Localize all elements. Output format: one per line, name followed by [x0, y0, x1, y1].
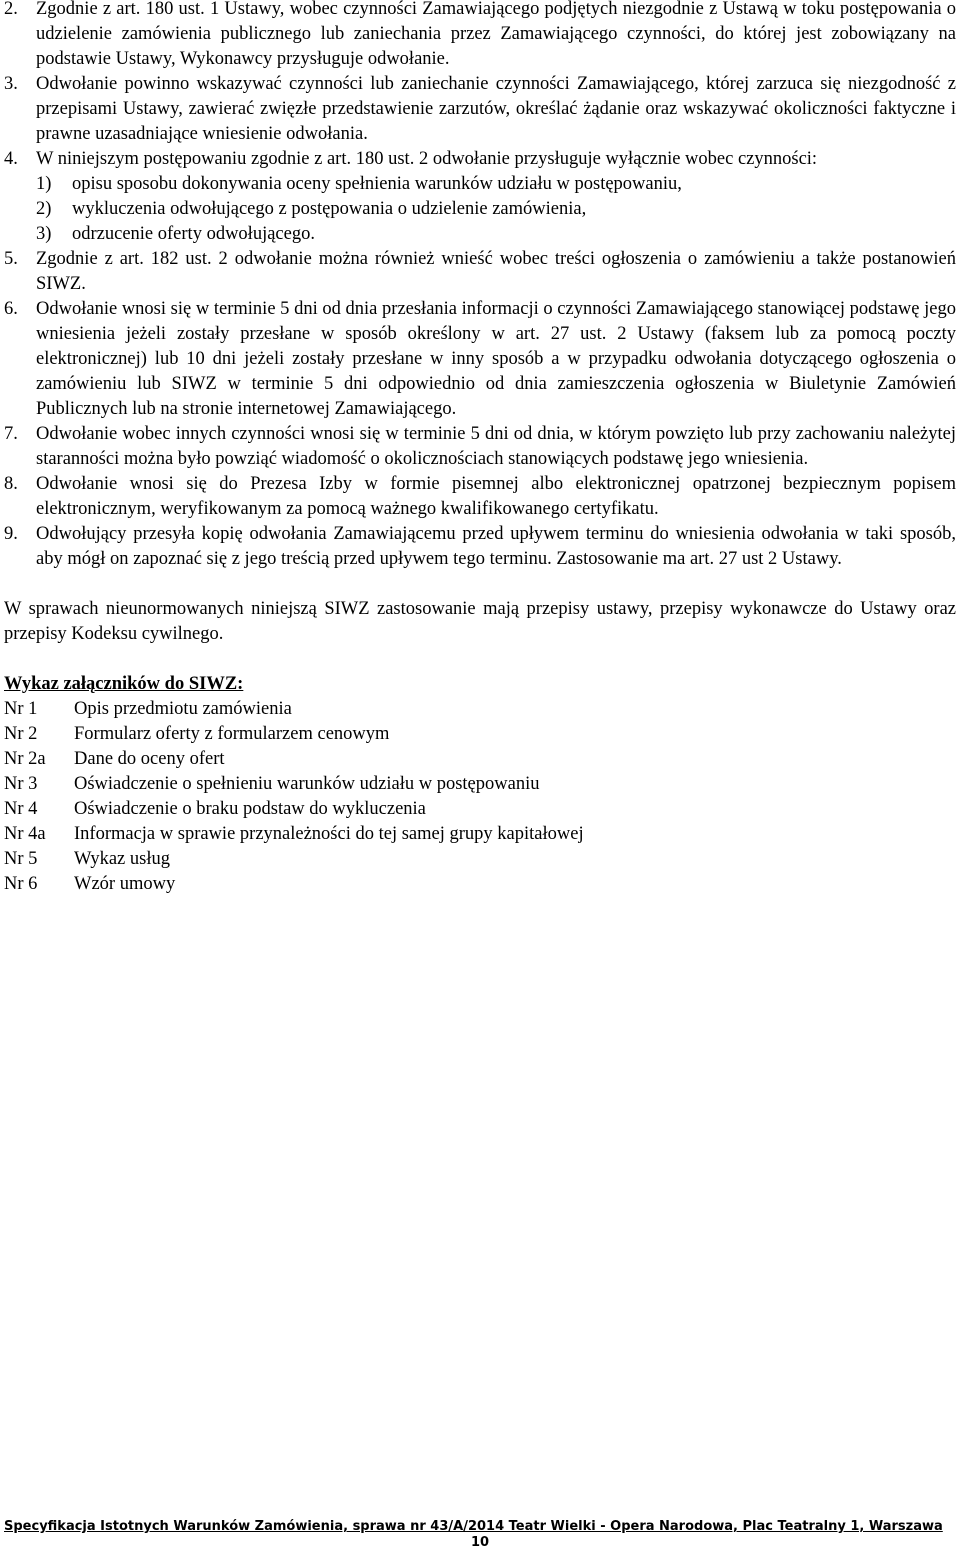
attachment-title: Dane do oceny ofert [74, 749, 225, 769]
attachment-title: Formularz oferty z formularzem cenowym [74, 724, 390, 744]
page-number: 10 [470, 1535, 490, 1550]
list-item [4, 247, 956, 297]
attachment-title: Wykaz usług [74, 849, 170, 869]
attachment-number: Nr 4a [4, 824, 46, 844]
footer-title-link[interactable]: Specyfikacja Istotnych Warunków Zamówienia, sprawa nr 43/A/2014 Teatr Wielki - Opera Narodowa, Plac Teatralny 1, Warszawa [4, 1519, 943, 1534]
attachment-title: Opis przedmiotu zamówienia [74, 699, 292, 719]
list-item-text: Odwołujący przesyła kopię odwołania Zamawiającemu przed upływem terminu do wniesienia odwołania w taki sposób, aby mógł on zapoznać się z jego treścią przed upływem tego terminu. Zastosowanie ma art. 27 ust 2 Ustawy. [36, 524, 956, 569]
sub-item-text: odrzucenie oferty odwołującego. [72, 224, 315, 244]
attachment-number: Nr 6 [4, 874, 38, 894]
attachments-heading: Wykaz załączników do SIWZ: [4, 674, 244, 694]
attachment-row [4, 797, 956, 822]
attachment-row [4, 722, 956, 747]
attachment-number: Nr 4 [4, 799, 38, 819]
list-item-text: Odwołanie powinno wskazywać czynności lub zaniechanie czynności Zamawiającego, której zarzuca się niezgodność z przepisami Ustawy, zawierać zwięzłe przedstawienie zarzutów, określać żądanie oraz wskazywać okoliczności faktyczne i prawne uzasadniające wniesienie odwołania. [36, 74, 956, 144]
attachment-row [4, 847, 956, 872]
list-item-text: W niniejszym postępowaniu zgodnie z art. 180 ust. 2 odwołanie przysługuje wyłącznie wobec czynności: [36, 149, 818, 169]
attachment-number: Nr 2 [4, 724, 38, 744]
sub-item-number: 2) [36, 199, 52, 219]
list-item-text: Zgodnie z art. 180 ust. 1 Ustawy, wobec czynności Zamawiającego podjętych niezgodnie z Ustawą w toku postępowania o udzielenie zamówienia publicznego lub zaniechania przez Zamawiającego czynności, do której jest zobowiązany na podstawie Ustawy, Wykonawcy przysługuje odwołanie. [36, 0, 956, 69]
list-item [4, 522, 956, 572]
attachment-title: Oświadczenie o braku podstaw do wykluczenia [74, 799, 426, 819]
list-item [4, 297, 956, 422]
sub-item-number: 1) [36, 174, 52, 194]
sub-list-item [36, 222, 956, 247]
sub-item-text: opisu sposobu dokonywania oceny spełnienia warunków udziału w postępowaniu, [72, 174, 682, 194]
attachment-number: Nr 2a [4, 749, 46, 769]
attachment-row [4, 772, 956, 797]
list-item-number: 4. [4, 149, 18, 169]
list-item-number: 3. [4, 74, 18, 94]
list-item-text: Odwołanie wnosi się w terminie 5 dni od dnia przesłania informacji o czynności Zamawiającego stanowiącej podstawę jego wniesienia jeżeli zostały przesłane w sposób określony w art. 27 ust. 2 Ustawy (faksem lub za pomocą poczty elektronicznej) lub 10 dni jeżeli zostały przesłane w inny sposób a w przypadku odwołania dotyczącego ogłoszenia o zamówieniu lub SIWZ w terminie 5 dni odpowiednio od dnia zamieszczenia ogłoszenia w Biuletynie Zamówień Publicznych lub na stronie internetowej Zamawiającego. [36, 299, 956, 419]
list-item-number: 7. [4, 424, 18, 444]
attachment-number: Nr 3 [4, 774, 38, 794]
attachment-title: Oświadczenie o spełnieniu warunków udziału w postępowaniu [74, 774, 540, 794]
sub-item-number: 3) [36, 224, 52, 244]
sub-item-text: wykluczenia odwołującego z postępowania o udzielenie zamówienia, [72, 199, 587, 219]
list-item-number: 5. [4, 249, 18, 269]
list-item-text: Odwołanie wnosi się do Prezesa Izby w formie pisemnej albo elektronicznej opatrzonej bezpiecznym popisem elektronicznym, weryfikowanym za pomocą ważnego kwalifikowanego certyfikatu. [36, 474, 956, 519]
attachment-row [4, 822, 956, 847]
list-item-number: 8. [4, 474, 18, 494]
list-item-number: 6. [4, 299, 18, 319]
attachment-title: Informacja w sprawie przynależności do tej samej grupy kapitałowej [74, 824, 584, 844]
sub-list-item [36, 172, 956, 197]
list-item [4, 0, 956, 72]
attachment-row [4, 872, 956, 897]
list-item [4, 72, 956, 147]
closing-paragraph: W sprawach nieunormowanych niniejszą SIWZ zastosowanie mają przepisy ustawy, przepisy wykonawcze do Ustawy oraz przepisy Kodeksu cywilnego. [4, 599, 956, 644]
attachment-number: Nr 5 [4, 849, 38, 869]
attachment-row [4, 747, 956, 772]
sub-list-item [36, 197, 956, 222]
list-item-body [36, 147, 956, 247]
list-item [4, 422, 956, 472]
page-content [4, 0, 956, 897]
list-item-number: 2. [4, 0, 18, 19]
list-item [4, 472, 956, 522]
attachments-list [4, 697, 956, 897]
list-item [4, 147, 956, 247]
attachment-title: Wzór umowy [74, 874, 176, 894]
list-item-number: 9. [4, 524, 18, 544]
attachment-number: Nr 1 [4, 699, 38, 719]
list-item-text: Odwołanie wobec innych czynności wnosi się w terminie 5 dni od dnia, w którym powzięto lub przy zachowaniu należytej staranności można było powziąć wiadomość o okolicznościach stanowiących podstawę jego wniesienia. [36, 424, 956, 469]
list-item-text: Zgodnie z art. 182 ust. 2 odwołanie można również wnieść wobec treści ogłoszenia o zamówieniu a także postanowień SIWZ. [36, 249, 956, 294]
attachment-row [4, 697, 956, 722]
